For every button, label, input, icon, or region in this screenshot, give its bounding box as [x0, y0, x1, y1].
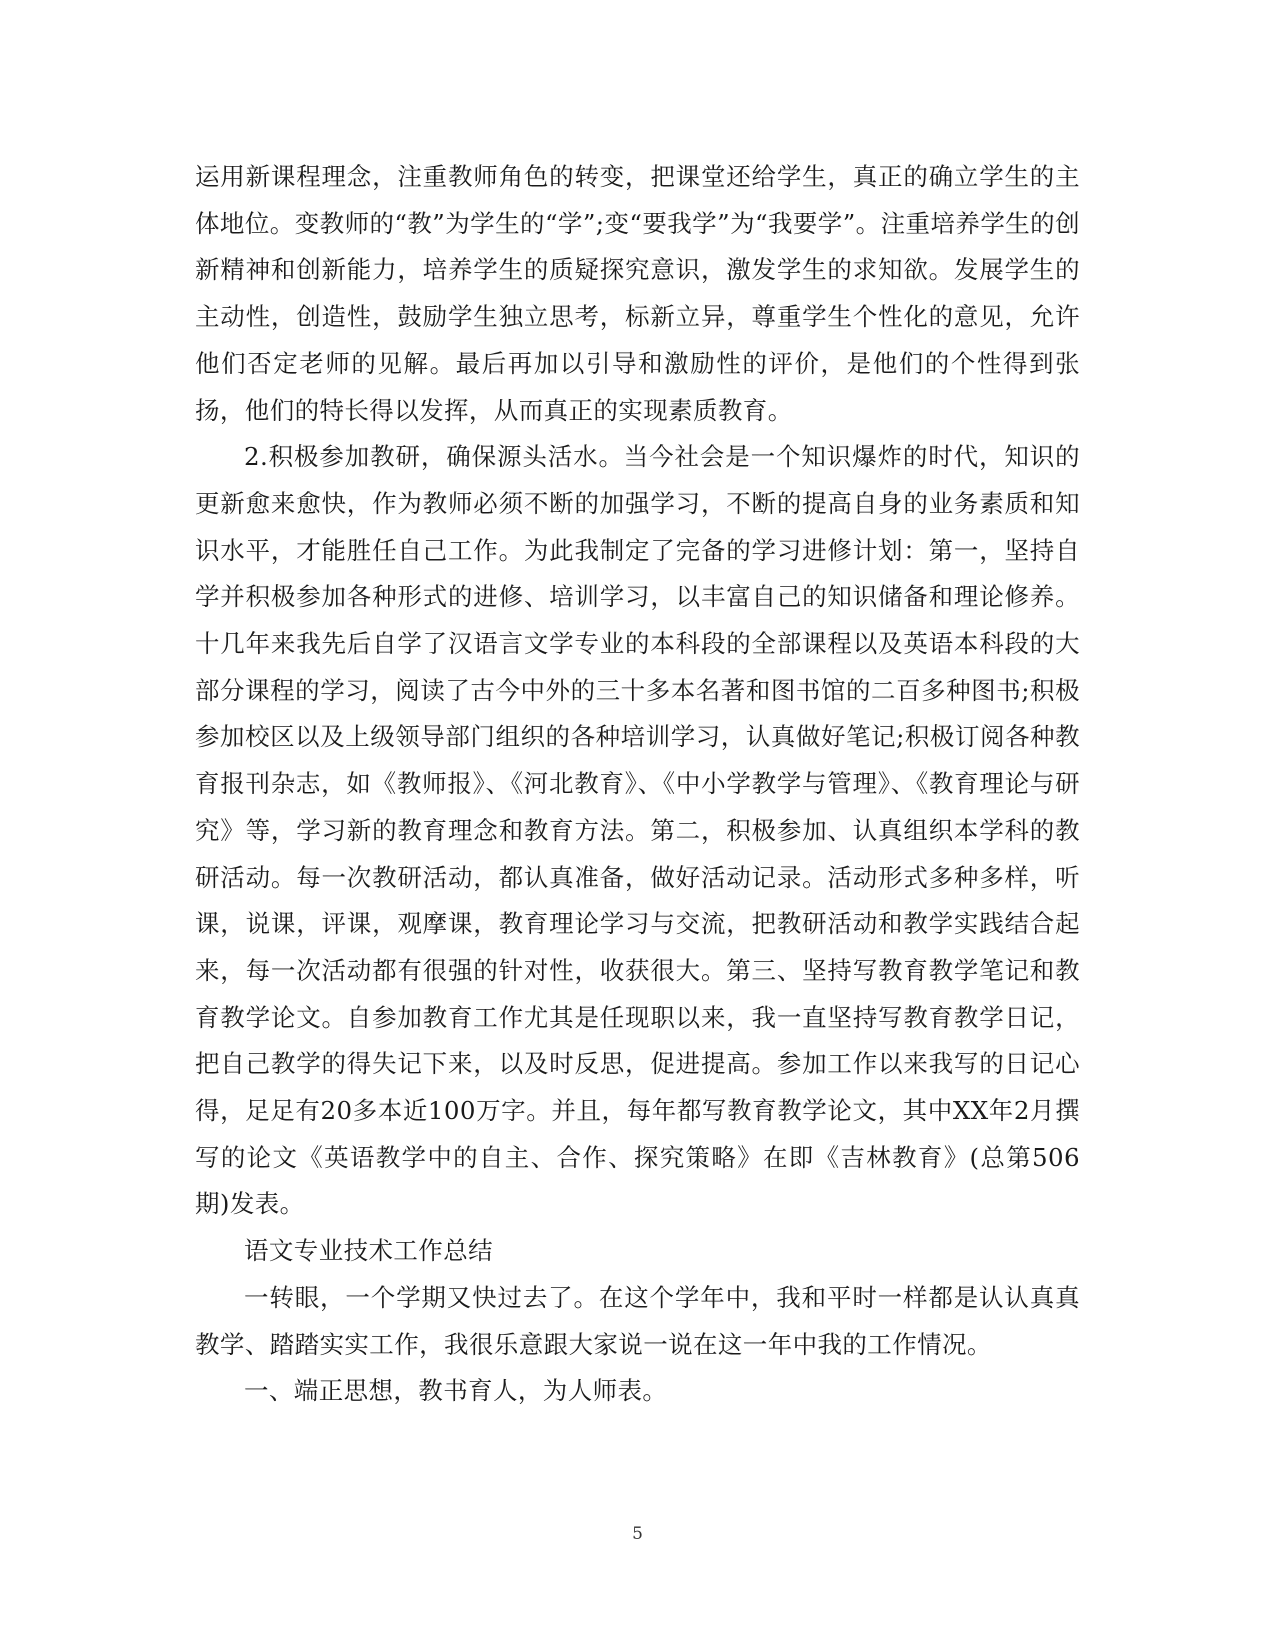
section-heading: 一、端正思想，教书育人，为人师表。 [244, 1376, 668, 1406]
document-body [195, 154, 1080, 1415]
section-title: 语文专业技术工作总结 [244, 1236, 493, 1266]
body-paragraph: 运用新课程理念，注重教师角色的转变，把课堂还给学生，真正的确立学生的主体地位。变教师的“教”为学生的“学”;变“要我学”为“我要学”。注重培养学生的创新精神和创新能力，培养学生的质疑探究意识，激发学生的求知欲。发展学生的主动性，创造性，鼓励学生独立思考，标新立异，尊重学生个性化的意见，允许他们否定老师的见解。最后再加以引导和激励性的评价，是他们的个性得到张扬，他们的特长得以发挥，从而真正的实现素质教育。 [195, 162, 1080, 425]
body-paragraph: 2.积极参加教研，确保源头活水。当今社会是一个知识爆炸的时代，知识的更新愈来愈快，作为教师必须不断的加强学习，不断的提高自身的业务素质和知识水平，才能胜任自己工作。为此我制定了完备的学习进修计划：第一，坚持自学并积极参加各种形式的进修、培训学习，以丰富自己的知识储备和理论修养。十几年来我先后自学了汉语言文学专业的本科段的全部课程以及英语本科段的大部分课程的学习，阅读了古今中外的三十多本名著和图书馆的二百多种图书;积极参加校区以及上级领导部门组织的各种培训学习，认真做好笔记;积极订阅各种教育报刊杂志，如《教师报》、《河北教育》、《中小学教学与管理》、《教育理论与研究》等，学习新的教育理念和教育方法。第二，积极参加、认真组织本学科的教研活动。每一次教研活动，都认真准备，做好活动记录。活动形式多种多样，听课，说课，评课，观摩课，教育理论学习与交流，把教研活动和教学实践结合起来，每一次活动都有很强的针对性，收获很大。第三、坚持写教育教学笔记和教育教学论文。自参加教育工作尤其是任现职以来，我一直坚持写教育教学日记，把自己教学的得失记下来，以及时反思，促进提高。参加工作以来我写的日记心得，足足有20多本近100万字。并且，每年都写教育教学论文，其中XX年2月撰写的论文《英语教学中的自主、合作、探究策略》在即《吉林教育》(总第506期)发表。 [195, 442, 1080, 1219]
body-paragraph: 一转眼，一个学期又快过去了。在这个学年中，我和平时一样都是认认真真教学、踏踏实实工作，我很乐意跟大家说一说在这一年中我的工作情况。 [195, 1282, 1080, 1359]
page-number: 5 [632, 1524, 643, 1544]
